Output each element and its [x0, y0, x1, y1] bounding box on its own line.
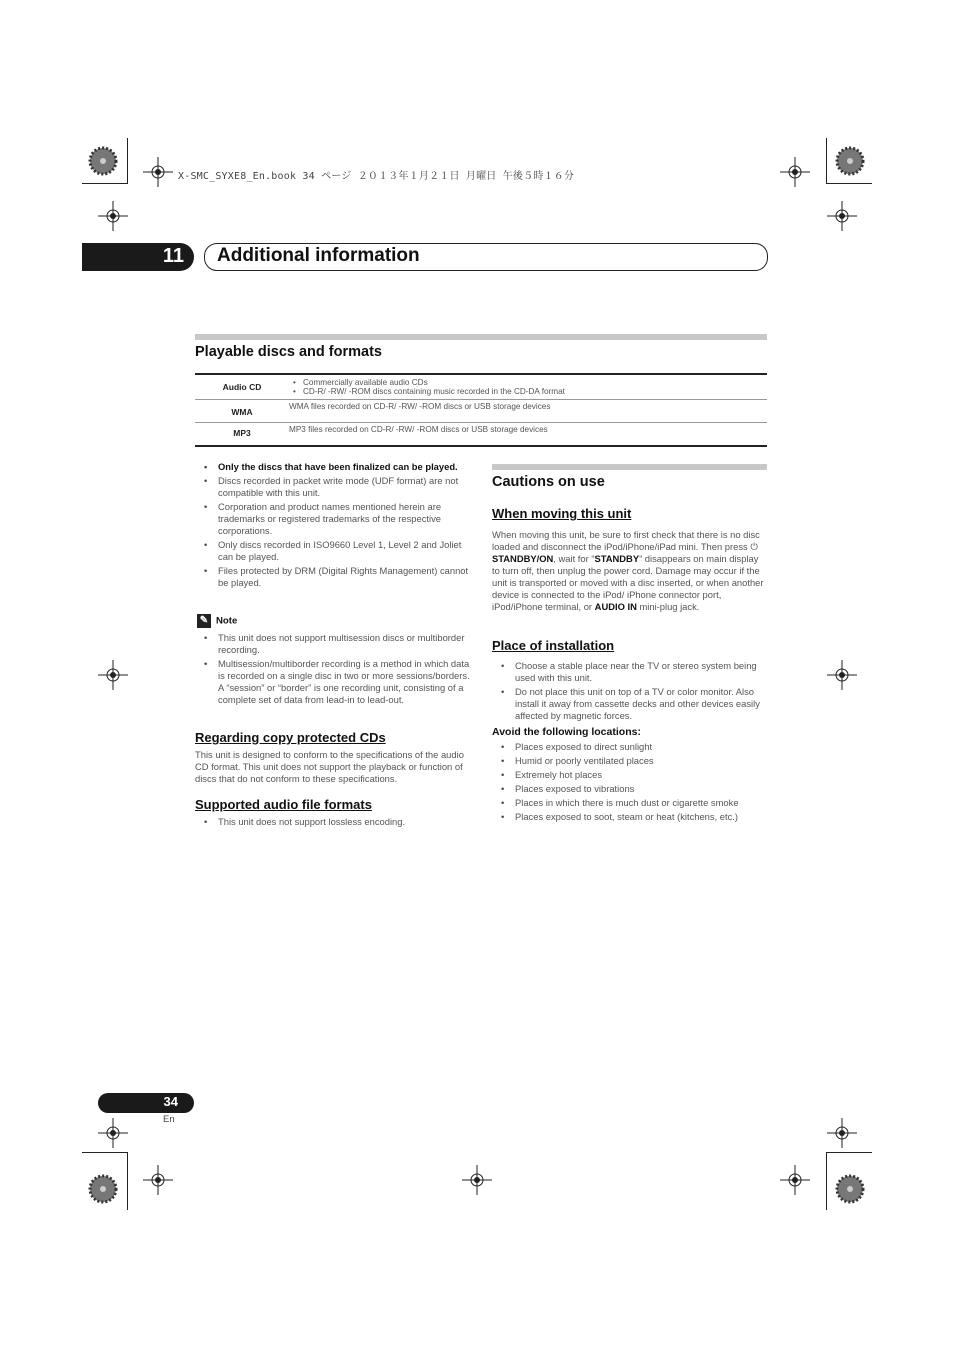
registration-rosette-icon	[88, 1174, 118, 1204]
format-desc: MP3 files recorded on CD-R/ -RW/ -ROM discs or USB storage devices	[289, 423, 767, 447]
crosshair-mark-icon	[780, 1165, 810, 1195]
crosshair-mark-icon	[98, 660, 128, 690]
list-item: • Humid or poorly ventilated places	[492, 755, 769, 767]
list-item: • This unit does not support lossless encoding.	[195, 816, 472, 828]
table-row	[195, 374, 767, 400]
list-item: • Corporation and product names mentioned herein are trademarks or registered trademarks of the respective corporations.	[195, 501, 472, 537]
crop-line	[826, 1152, 827, 1210]
crosshair-mark-icon	[827, 1118, 857, 1148]
list-item: • Places in which there is much dust or cigarette smoke	[492, 797, 769, 809]
chapter-title-box	[204, 243, 768, 271]
format-key: WMA	[195, 400, 289, 423]
crop-line	[82, 1152, 128, 1153]
moving-text-part: When moving this unit, be sure to first check that there is no disc loaded and disconnect the iPod/iPhone/iPad mini. Then press	[492, 529, 760, 552]
crop-line	[82, 183, 128, 184]
list-item: • Only the discs that have been finalized can be played.	[195, 461, 472, 473]
list-item: • Places exposed to vibrations	[492, 783, 769, 795]
crop-line	[826, 1152, 872, 1153]
list-item: • Choose a stable place near the TV or stereo system being used with this unit.	[492, 660, 769, 684]
list-item: • Places exposed to direct sunlight	[492, 741, 769, 753]
list-item: • Places exposed to soot, steam or heat (kitchens, etc.)	[492, 811, 769, 823]
section-title-cautions: Cautions on use	[492, 474, 605, 490]
audio-in-label: AUDIO IN	[594, 601, 637, 612]
crosshair-mark-icon	[143, 1165, 173, 1195]
crosshair-mark-icon	[780, 157, 810, 187]
standby-label: STANDBY	[594, 553, 640, 564]
crosshair-mark-icon	[143, 157, 173, 187]
format-key: MP3	[195, 423, 289, 447]
list-item: • Files protected by DRM (Digital Rights Management) cannot be played.	[195, 565, 472, 589]
section-title-copy-protected: Regarding copy protected CDs	[195, 730, 386, 745]
note-list	[195, 632, 472, 708]
standby-on-label: STANDBY/ON	[492, 553, 554, 564]
copy-protected-text: This unit is designed to conform to the specifications of the audio CD format. This unit does not support the playback or function of discs that do not conform to these specifications.	[195, 749, 464, 784]
crop-line	[826, 138, 827, 184]
chapter-number-tab	[82, 243, 194, 271]
list-item: • CD-R/ -RW/ -ROM discs containing music recorded in the CD-DA format	[289, 387, 767, 396]
format-desc: WMA files recorded on CD-R/ -RW/ -ROM discs or USB storage devices	[289, 400, 767, 423]
crosshair-mark-icon	[98, 1118, 128, 1148]
chapter-number: 11	[162, 245, 184, 267]
moving-text-part: ” disappears on main display to turn off, then unplug the power cord. Damage may occur if the unit is transported or moved with a disc inserted, or when another device is connected to the iPod/ iPhone connector port, iPod/iPhone terminal, or	[492, 553, 764, 612]
page-number-tab	[98, 1093, 194, 1113]
list-item: • Do not place this unit on top of a TV or color monitor. Also install it away from cassette decks and other devices easily affected by magnetic forces.	[492, 686, 769, 722]
registration-rosette-icon	[835, 1174, 865, 1204]
registration-rosette-icon	[835, 146, 865, 176]
crop-line	[826, 183, 872, 184]
list-item: • Discs recorded in packet write mode (UDF format) are not compatible with this unit.	[195, 475, 472, 499]
crop-line	[127, 1152, 128, 1210]
crosshair-mark-icon	[827, 660, 857, 690]
list-item: • Extremely hot places	[492, 769, 769, 781]
crop-line	[127, 138, 128, 184]
note-heading	[197, 614, 237, 628]
section-title-moving: When moving this unit	[492, 506, 632, 521]
section-title-audio-formats: Supported audio file formats	[195, 797, 372, 812]
note-title: Note	[216, 615, 238, 627]
list-item: • Commercially available audio CDs	[289, 378, 767, 387]
crosshair-mark-icon	[98, 201, 128, 231]
moving-text-part: mini-plug jack.	[636, 601, 700, 612]
list-item: • Multisession/multiborder recording is a method in which data is recorded on a single disc in two or more sessions/borders. A “session” or “border” is one recording unit, consisting of a complete set of data from lead-in to lead-out.	[195, 658, 472, 706]
registration-rosette-icon	[88, 146, 118, 176]
avoid-list	[492, 741, 769, 825]
table-row	[195, 423, 767, 447]
crosshair-mark-icon	[827, 201, 857, 231]
note-pencil-icon: ✎	[197, 614, 211, 628]
crosshair-mark-icon	[462, 1165, 492, 1195]
playable-notes-list	[195, 461, 472, 591]
section-title-playable: Playable discs and formats	[195, 344, 382, 360]
section-title-installation: Place of installation	[492, 638, 615, 653]
power-icon: ⏻	[750, 541, 758, 552]
list-item: • Only discs recorded in ISO9660 Level 1, Level 2 and Joliet can be played.	[195, 539, 472, 563]
moving-text	[492, 529, 768, 613]
format-key: Audio CD	[195, 374, 289, 400]
moving-text-part: , wait for “	[553, 553, 595, 564]
formats-table	[195, 373, 767, 447]
section-bar	[492, 464, 767, 470]
section-bar	[195, 334, 767, 340]
audio-formats-list	[195, 816, 472, 830]
page-number: 34	[163, 1094, 178, 1109]
chapter-title: Additional information	[217, 245, 420, 266]
page-language: En	[163, 1114, 175, 1125]
installation-list	[492, 660, 769, 724]
table-row	[195, 400, 767, 423]
print-header: X-SMC_SYXE8_En.book 34 ページ ２０１３年１月２１日 月曜日 午後５時１６分	[178, 171, 575, 182]
format-desc	[289, 374, 767, 400]
list-item: • This unit does not support multisession discs or multiborder recording.	[195, 632, 472, 656]
avoid-heading: Avoid the following locations:	[492, 726, 641, 738]
